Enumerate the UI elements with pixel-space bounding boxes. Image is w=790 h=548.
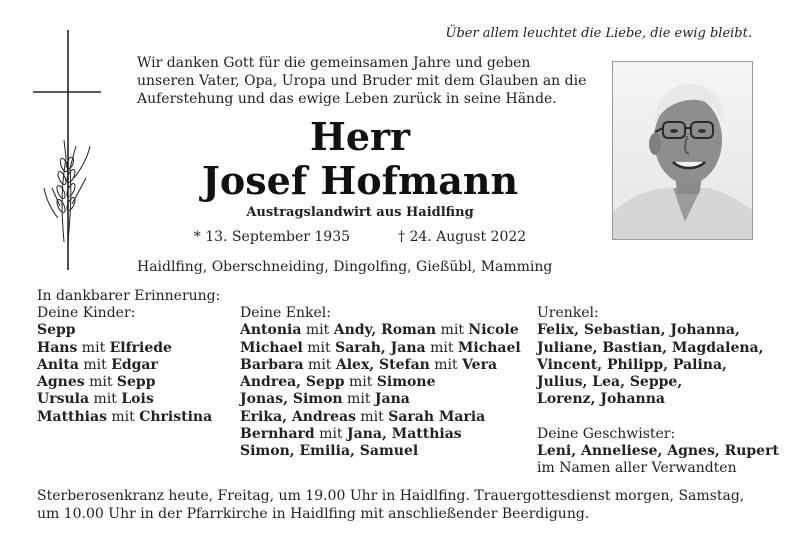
connector-text: mit [344, 374, 377, 391]
connector-text: mit [342, 391, 375, 408]
places: Haidlfing, Oberschneiding, Dingolfing, Gießübl, Mamming [137, 259, 553, 275]
motto: Über allem leuchtet die Liebe, die ewig bleibt. [445, 26, 752, 41]
name-text: Barbara [240, 356, 304, 373]
great-grandchildren-row [537, 340, 779, 357]
name-text: Edgar [111, 356, 158, 373]
name-text: Felix, Sebastian, Johanna, [537, 322, 740, 339]
children-row [37, 322, 212, 339]
children-list [37, 322, 212, 426]
siblings-list [537, 443, 779, 478]
siblings-row [537, 460, 779, 477]
grandchildren-list [240, 322, 521, 460]
connector-text: mit [425, 339, 458, 356]
name-text: Simon, Emilia, Samuel [240, 443, 419, 460]
connector-text: mit [429, 356, 463, 373]
name-text: Jana, Matthias [347, 426, 462, 443]
title-salutation: Herr [309, 114, 411, 159]
funeral-info-line: Sterberosenkranz heute, Freitag, um 19.00 Uhr in Haidlfing. Trauergottesdienst morgen, Samstag, [37, 488, 745, 504]
name-text: Sepp [37, 322, 76, 339]
name-text: Michael [457, 339, 521, 356]
great-grandchildren-row [537, 391, 779, 408]
connector-text: mit [314, 426, 347, 443]
name-text: Jana [374, 391, 410, 408]
name-text: Sepp [116, 374, 156, 391]
name-text: Anita [37, 356, 79, 373]
grandchildren-row [240, 340, 521, 357]
great-grandchildren-column [537, 305, 779, 478]
children-row [37, 357, 212, 374]
great-grandchildren-row [537, 357, 779, 374]
grandchildren-row [240, 374, 521, 391]
name-text: Hans [37, 339, 78, 356]
memory-heading: In dankbarer Erinnerung: [37, 288, 221, 304]
children-row [37, 374, 212, 391]
name-text: Simone [376, 374, 436, 391]
children-column [37, 305, 212, 426]
great-grandchildren-list [537, 322, 779, 408]
grandchildren-row [240, 426, 521, 443]
children-row [37, 340, 212, 357]
name-text: Andrea, Sepp [240, 374, 345, 391]
connector-text: mit [302, 339, 336, 356]
connector-text: mit [84, 374, 117, 391]
name-text: Ursula [37, 391, 90, 408]
connector-text: mit [355, 408, 389, 425]
connector-text: mit [436, 322, 469, 339]
name-text: Vera [462, 356, 498, 373]
name-text: Matthias [37, 408, 107, 425]
name-text: Juliane, Bastian, Magdalena, [537, 339, 764, 356]
name-text: Lorenz, Johanna [537, 391, 665, 408]
siblings-row [537, 443, 779, 460]
intro-line: Auferstehung und das ewige Leben zurück in seine Hände. [137, 91, 557, 107]
connector-text: mit [78, 356, 112, 373]
name-text: Christina [139, 408, 213, 425]
grandchildren-row [240, 357, 521, 374]
children-heading: Deine Kinder: [37, 305, 136, 321]
children-row [37, 391, 212, 408]
portrait-photo [612, 61, 753, 240]
name-text: Lois [121, 391, 154, 408]
grandchildren-row [240, 409, 521, 426]
occupation: Austragslandwirt aus Haidlfing [246, 205, 474, 220]
funeral-info-line: um 10.00 Uhr in der Pfarrkirche in Haidlfing mit anschließender Beerdigung. [37, 506, 590, 522]
siblings-heading: Deine Geschwister: [537, 425, 676, 442]
name-text: Elfriede [109, 339, 172, 356]
connector-text: mit [106, 408, 140, 425]
name-text: Vincent, Philipp, Palina, [537, 356, 727, 373]
grandchildren-row [240, 322, 521, 339]
birth-date: * 13. September 1935 [193, 229, 351, 245]
cross-with-wheat-icon [30, 28, 102, 272]
funeral-info [37, 487, 757, 523]
grandchildren-row [240, 443, 521, 460]
deceased-name: Josef Hofmann [201, 158, 519, 203]
intro-line: unseren Vater, Opa, Uropa und Bruder mit dem Glauben an die [137, 73, 587, 89]
connector-text: mit [89, 391, 122, 408]
great-grandchildren-row [537, 374, 779, 391]
great-grandchildren-row [537, 322, 779, 339]
name-text: Sarah Maria [388, 408, 486, 425]
name-text: Alex, Stefan [335, 356, 430, 373]
name-text: Jonas, Simon [240, 391, 343, 408]
name-text: Erika, Andreas [240, 408, 356, 425]
name-text: Antonia [240, 322, 302, 339]
name-text: Andy, Roman [333, 322, 437, 339]
intro-text [137, 54, 597, 108]
name-text: Bernhard [240, 426, 315, 443]
name-text: Leni, Anneliese, Agnes, Rupert [537, 443, 779, 460]
life-dates [130, 229, 590, 245]
connector-text: mit [301, 322, 334, 339]
grandchildren-column [240, 305, 521, 461]
name-text: Michael [240, 339, 303, 356]
name-text: Nicole [468, 322, 519, 339]
connector-text: im Namen aller Verwandten [537, 460, 737, 477]
name-text: Julius, Lea, Seppe, [537, 374, 683, 391]
great-grandchildren-heading: Urenkel: [537, 305, 599, 321]
death-date: † 24. August 2022 [398, 229, 527, 245]
connector-text: mit [77, 339, 110, 356]
name-text: Sarah, Jana [335, 339, 426, 356]
connector-text: mit [303, 356, 336, 373]
grandchildren-row [240, 391, 521, 408]
name-text: Agnes [37, 374, 85, 391]
intro-line: Wir danken Gott für die gemeinsamen Jahre und geben [137, 55, 531, 71]
children-row [37, 409, 212, 426]
grandchildren-heading: Deine Enkel: [240, 305, 331, 321]
